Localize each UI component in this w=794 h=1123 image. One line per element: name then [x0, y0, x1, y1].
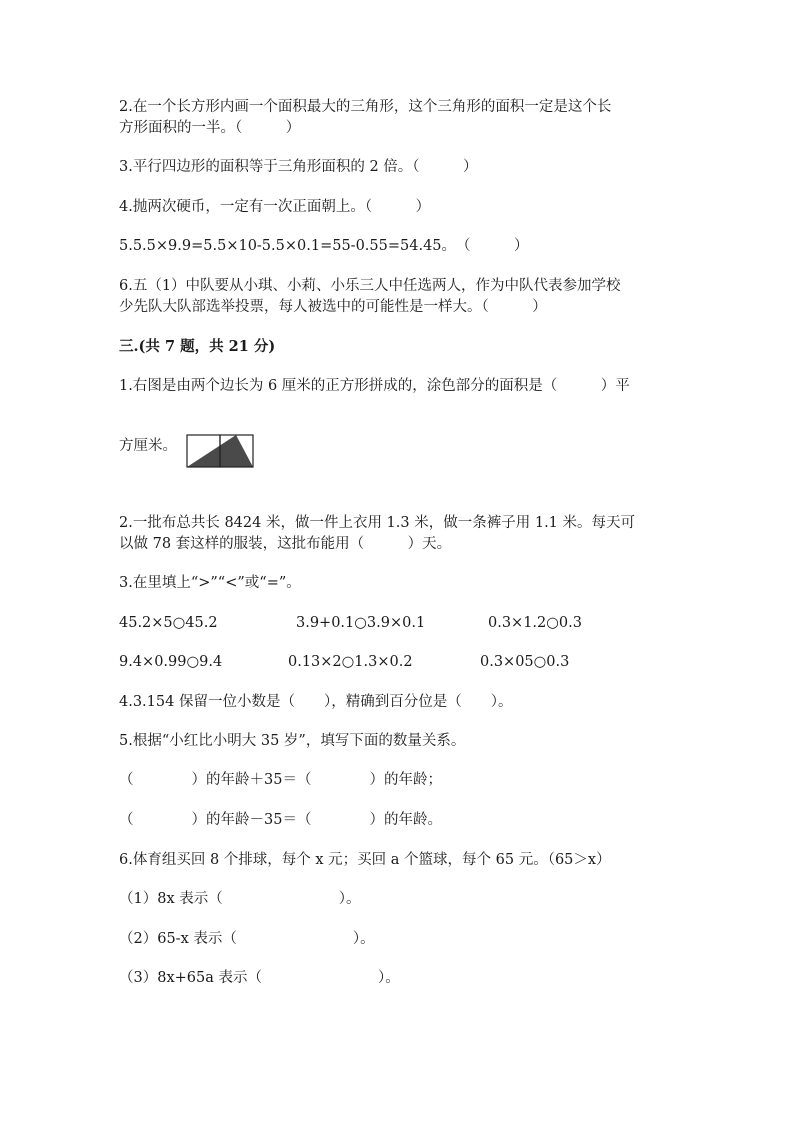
question-3-text: 3.在里填上“>”“<”或“=”。: [119, 575, 301, 591]
question-5-text: 5.根据“小红比小明大 35 岁”，填写下面的数量关系。: [119, 733, 466, 749]
question-text: 少先队大队部选举投票，每人被选中的可能性是一样大。（ ）: [119, 299, 547, 315]
question-4-text: 4.3.154 保留一位小数是（ ），精确到百分位是（ ）。: [119, 694, 513, 710]
compare-item: 45.2×5○45.2: [119, 615, 218, 631]
question-5-relation: （ ）的年龄＋35＝（ ）的年龄；: [119, 772, 442, 788]
question-3-judge: 3.平行四边形的面积等于三角形面积的 2 倍。（ ）: [119, 159, 478, 175]
question-2-text: 2.一批布总共长 8424 米，做一件上衣用 1.3 米，做一条裤子用 1.1 米。每天可: [119, 515, 636, 531]
question-text: 6.五（1）中队要从小琪、小莉、小乐三人中任选两人，作为中队代表参加学校: [119, 278, 621, 294]
question-1-text: 1.右图是由两个边长为 6 厘米的正方形拼成的，涂色部分的面积是（ ）平: [119, 378, 630, 394]
question-5-judge: 5.5.5×9.9=5.5×10-5.5×0.1=55-0.55=54.45。 （ ）: [119, 238, 529, 254]
question-6-text: 6.体育组买回 8 个排球，每个 x 元；买回 a 个篮球，每个 65 元。（65＞x）: [119, 852, 611, 868]
compare-item: 3.9+0.1○3.9×0.1: [296, 615, 426, 631]
question-text: 2.在一个长方形内画一个面积最大的三角形，这个三角形的面积一定是这个长: [119, 99, 612, 115]
two-squares-figure: [186, 434, 254, 468]
compare-item: 0.3×1.2○0.3: [488, 615, 582, 631]
question-6-sub-3: （3）8x+65a 表示（ ）。: [119, 970, 400, 986]
question-4-judge: 4.抛两次硬币，一定有一次正面朝上。（ ）: [119, 199, 431, 215]
question-5-relation: （ ）的年龄－35＝（ ）的年龄。: [119, 812, 442, 828]
compare-item: 9.4×0.99○9.4: [119, 654, 223, 670]
question-text: 方形面积的一半。（ ）: [119, 120, 301, 136]
compare-item: 0.13×2○1.3×0.2: [288, 654, 413, 670]
question-1-text: 方厘米。: [119, 438, 177, 454]
section-heading: 三.(共 7 题，共 21 分): [119, 338, 276, 355]
question-6-sub-2: （2）65-x 表示（ ）。: [119, 931, 375, 947]
question-6-sub-1: （1）8x 表示（ ）。: [119, 891, 361, 907]
question-2-text: 以做 78 套这样的服装，这批布能用（ ）天。: [119, 536, 452, 552]
compare-item: 0.3×05○0.3: [480, 654, 570, 670]
